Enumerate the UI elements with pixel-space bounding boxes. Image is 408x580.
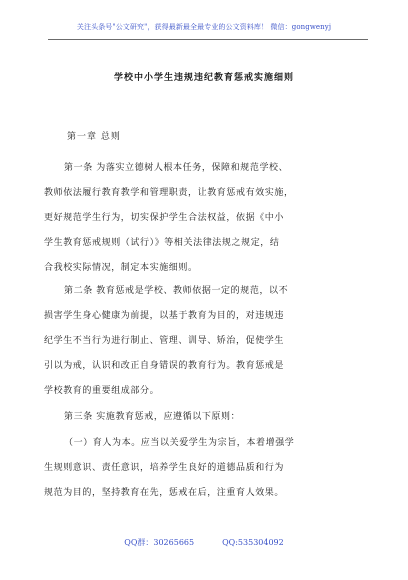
body-line: 第一条 为落实立德树人根本任务，保障和规范学校、 (64, 163, 289, 173)
body-line: 更好规范学生行为，切实保护学生合法权益，依据《中小 (44, 213, 285, 223)
footer-contact (0, 537, 408, 548)
body-line: （一）育人为本。应当以关爱学生为宗旨，本着增强学 (64, 438, 295, 448)
body-line: 损害学生身心健康为前提，以基于教育为目的，对违规违 (44, 311, 285, 321)
body-line: 第二条 教育惩戒是学校、教师依据一定的规范，以不 (64, 286, 289, 296)
body-line: 学校教育的重要组成部分。 (44, 386, 160, 396)
body-line: 纪学生不当行为进行制止、管理、训导、矫治，促使学生 (44, 336, 285, 346)
document-title: 学校中小学生违规违纪教育惩戒实施细则 (113, 73, 294, 83)
footer-qq: QQ:535304092 (222, 538, 284, 547)
header-promo-text: 关注头条号"公文研究"，获得最新最全最专业的公文资料库！ 微信：gongwenyj (76, 23, 332, 31)
body-line: 教师依法履行教育教学和管理职责，让教育惩戒有效实施， (44, 188, 294, 198)
body-line: 引以为戒，认识和改正自身错误的教育行为。教育惩戒是 (44, 361, 285, 371)
body-line: 规范为目的，坚持教育在先，惩戒在后，注重育人效果。 (44, 488, 285, 498)
header-divider (48, 39, 368, 40)
body-line: 生规则意识、责任意识，培养学生良好的道德品质和行为 (44, 463, 285, 473)
footer-qq-group: QQ群：30265665 (124, 538, 195, 547)
body-line: 合我校实际情况，制定本实施细则。 (44, 263, 198, 273)
body-line: 学生教育惩戒规则（试行）》等相关法律法规之规定，结 (44, 238, 280, 248)
body-line: 第三条 实施教育惩戒，应遵循以下原则： (64, 412, 241, 422)
chapter-heading: 第一章 总则 (67, 132, 121, 142)
